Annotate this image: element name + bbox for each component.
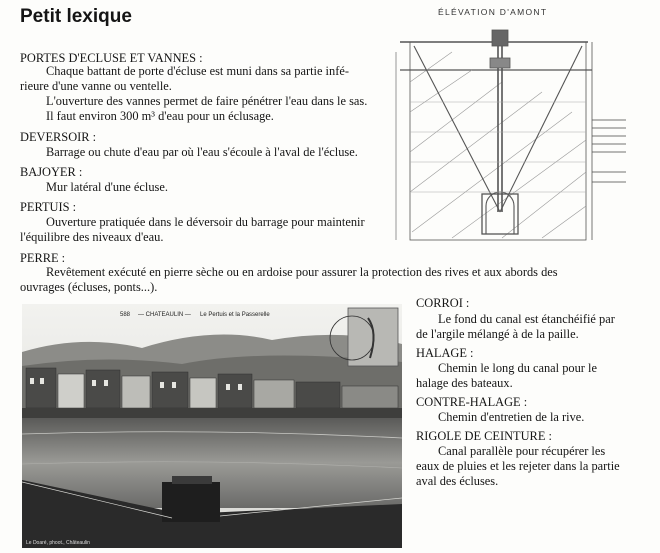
elevation-drawing xyxy=(392,22,628,250)
def-bajoyer: Mur latéral d'une écluse. xyxy=(46,180,168,194)
def-corroi-line2: de l'argile mélangé à de la paille. xyxy=(416,327,579,341)
def-portes-line1: Chaque battant de porte d'écluse est muni dans sa partie infé- xyxy=(46,64,349,78)
postcard-credit: Le Doaré, phoot., Châteaulin xyxy=(26,540,90,546)
def-pertuis-line2: l'équilibre des niveaux d'eau. xyxy=(20,230,164,244)
def-perre-line1: Revêtement exécuté en pierre sèche ou en ardoise pour assurer la protection des rives et aux abords des xyxy=(46,265,558,279)
term-contre-halage: CONTRE-HALAGE : xyxy=(416,395,528,409)
def-contre-halage: Chemin d'entretien de la rive. xyxy=(438,410,585,424)
term-perre: PERRE : xyxy=(20,251,66,265)
def-deversoir: Barrage ou chute d'eau par où l'eau s'écoule à l'aval de l'écluse. xyxy=(46,145,358,159)
def-rigole-line1: Canal parallèle pour récupérer les xyxy=(438,444,606,458)
def-halage-line1: Chemin le long du canal pour le xyxy=(438,361,597,375)
term-bajoyer: BAJOYER : xyxy=(20,165,83,179)
def-portes-line2: rieure d'une vanne ou ventelle. xyxy=(20,79,172,93)
term-pertuis: PERTUIS : xyxy=(20,200,77,214)
term-deversoir: DEVERSOIR : xyxy=(20,130,97,144)
term-halage: HALAGE : xyxy=(416,346,474,360)
def-corroi-line1: Le fond du canal est étanchéifié par xyxy=(438,312,615,326)
def-pertuis-line1: Ouverture pratiquée dans le déversoir du barrage pour maintenir xyxy=(46,215,365,229)
def-rigole-line3: aval des écluses. xyxy=(416,474,499,488)
postcard-number: 588 xyxy=(120,312,131,318)
def-rigole-line2: eaux de pluies et les rejeter dans la partie xyxy=(416,459,620,473)
postcard-place: — CHATEAULIN — xyxy=(138,312,191,318)
page-title: Petit lexique xyxy=(20,6,132,27)
def-perre-line2: ouvrages (écluses, ponts...). xyxy=(20,280,158,294)
term-corroi: CORROI : xyxy=(416,296,470,310)
elevation-caption: ÉLÉVATION D'AMONT xyxy=(438,7,548,17)
def-portes-line3: L'ouverture des vannes permet de faire pénétrer l'eau dans le sas. xyxy=(46,94,368,108)
def-portes-line4: Il faut environ 300 m³ d'eau pour un éclusage. xyxy=(46,109,274,123)
term-rigole: RIGOLE DE CEINTURE : xyxy=(416,429,552,443)
def-halage-line2: halage des bateaux. xyxy=(416,376,513,390)
postcard-photo xyxy=(22,304,402,548)
postcard-caption: Le Pertuis et la Passerelle xyxy=(200,312,270,318)
term-portes: PORTES D'ECLUSE ET VANNES : xyxy=(20,51,203,65)
